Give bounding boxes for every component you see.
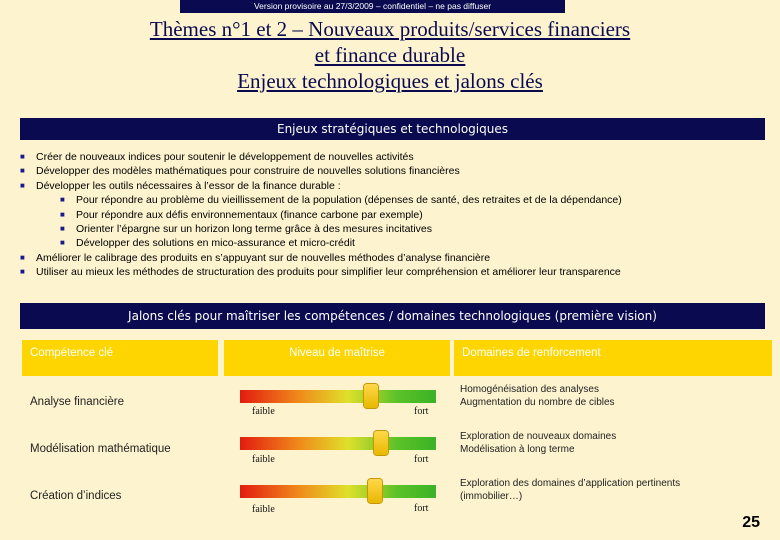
section-header-strategic: Enjeux stratégiques et technologiques: [20, 118, 765, 140]
header-domains: Domaines de renforcement: [454, 340, 772, 376]
bullet-icon: ■: [60, 238, 65, 248]
list-item: ■ Orienter l’épargne sur un horizon long terme grâce à des mesures incitatives: [60, 223, 433, 236]
title-line-2: et finance durable: [314, 43, 466, 67]
list-item: ■ Développer les outils nécessaires à l’essor de la finance durable :: [20, 179, 341, 192]
list-item: ■ Développer des modèles mathématiques pour construire de nouvelles solutions financières: [20, 165, 460, 178]
high-label: fort: [414, 454, 429, 465]
mastery-marker: [374, 431, 388, 455]
bullet-icon: ■: [60, 195, 65, 205]
low-label: faible: [252, 504, 275, 515]
list-item: ■ Développer des solutions en mico-assurance et micro-crédit: [60, 237, 355, 250]
competence-label: Analyse financière: [30, 396, 124, 408]
domain-text: Exploration de nouveaux domaines Modélisation à long terme: [460, 431, 617, 455]
bullet-icon: ■: [20, 180, 25, 190]
low-label: faible: [252, 454, 275, 465]
page-title: [30, 16, 750, 94]
domain-text: Homogénéisation des analyses Augmentation du nombre de cibles: [460, 384, 615, 408]
high-label: fort: [414, 406, 429, 417]
bullet-icon: ■: [20, 166, 25, 176]
bullet-icon: ■: [20, 267, 25, 277]
competence-label: Création d’indices: [30, 490, 122, 502]
mastery-gauge: [240, 437, 436, 450]
header-competence: Compétence clé: [22, 340, 218, 376]
mastery-gauge: [240, 485, 436, 498]
competence-label: Modélisation mathématique: [30, 443, 171, 455]
mastery-gauge: [240, 390, 436, 403]
title-line-3: Enjeux technologiques et jalons clés: [237, 69, 543, 93]
high-label: fort: [414, 503, 429, 514]
list-item: ■ Améliorer le calibrage des produits en s’appuyant sur de nouvelles méthodes d’analyse financière: [20, 251, 491, 264]
list-item: ■ Pour répondre aux défis environnementaux (finance carbone par exemple): [60, 208, 423, 221]
bullet-icon: ■: [20, 252, 25, 262]
header-level: Niveau de maîtrise: [224, 340, 450, 376]
low-label: faible: [252, 406, 275, 417]
list-item: ■ Créer de nouveaux indices pour soutenir le développement de nouvelles activités: [20, 151, 414, 163]
section-header-milestones: Jalons clés pour maîtriser les compétences / domaines technologiques (première vision): [20, 303, 765, 329]
bullet-icon: ■: [60, 209, 65, 219]
page-number: 25: [742, 514, 760, 531]
list-item: ■ Utiliser au mieux les méthodes de structuration des produits pour simplifier leur compréhension et améliorer leur transparence: [20, 266, 621, 279]
list-item: ■ Pour répondre au problème du vieillissement de la population (dépenses de santé, des retraites et de la dépendance): [60, 194, 622, 207]
bullet-icon: ■: [60, 224, 65, 234]
confidentiality-banner: Version provisoire au 27/3/2009 – confidentiel – ne pas diffuser: [180, 0, 565, 13]
mastery-marker: [364, 384, 378, 408]
mastery-marker: [368, 479, 382, 503]
bullet-icon: ■: [20, 152, 25, 161]
strategic-bullet-list: [20, 150, 765, 280]
title-line-1: Thèmes n°1 et 2 – Nouveaux produits/services financiers: [149, 17, 631, 41]
domain-text: Exploration des domaines d’application pertinents (immobilier…): [460, 478, 681, 502]
